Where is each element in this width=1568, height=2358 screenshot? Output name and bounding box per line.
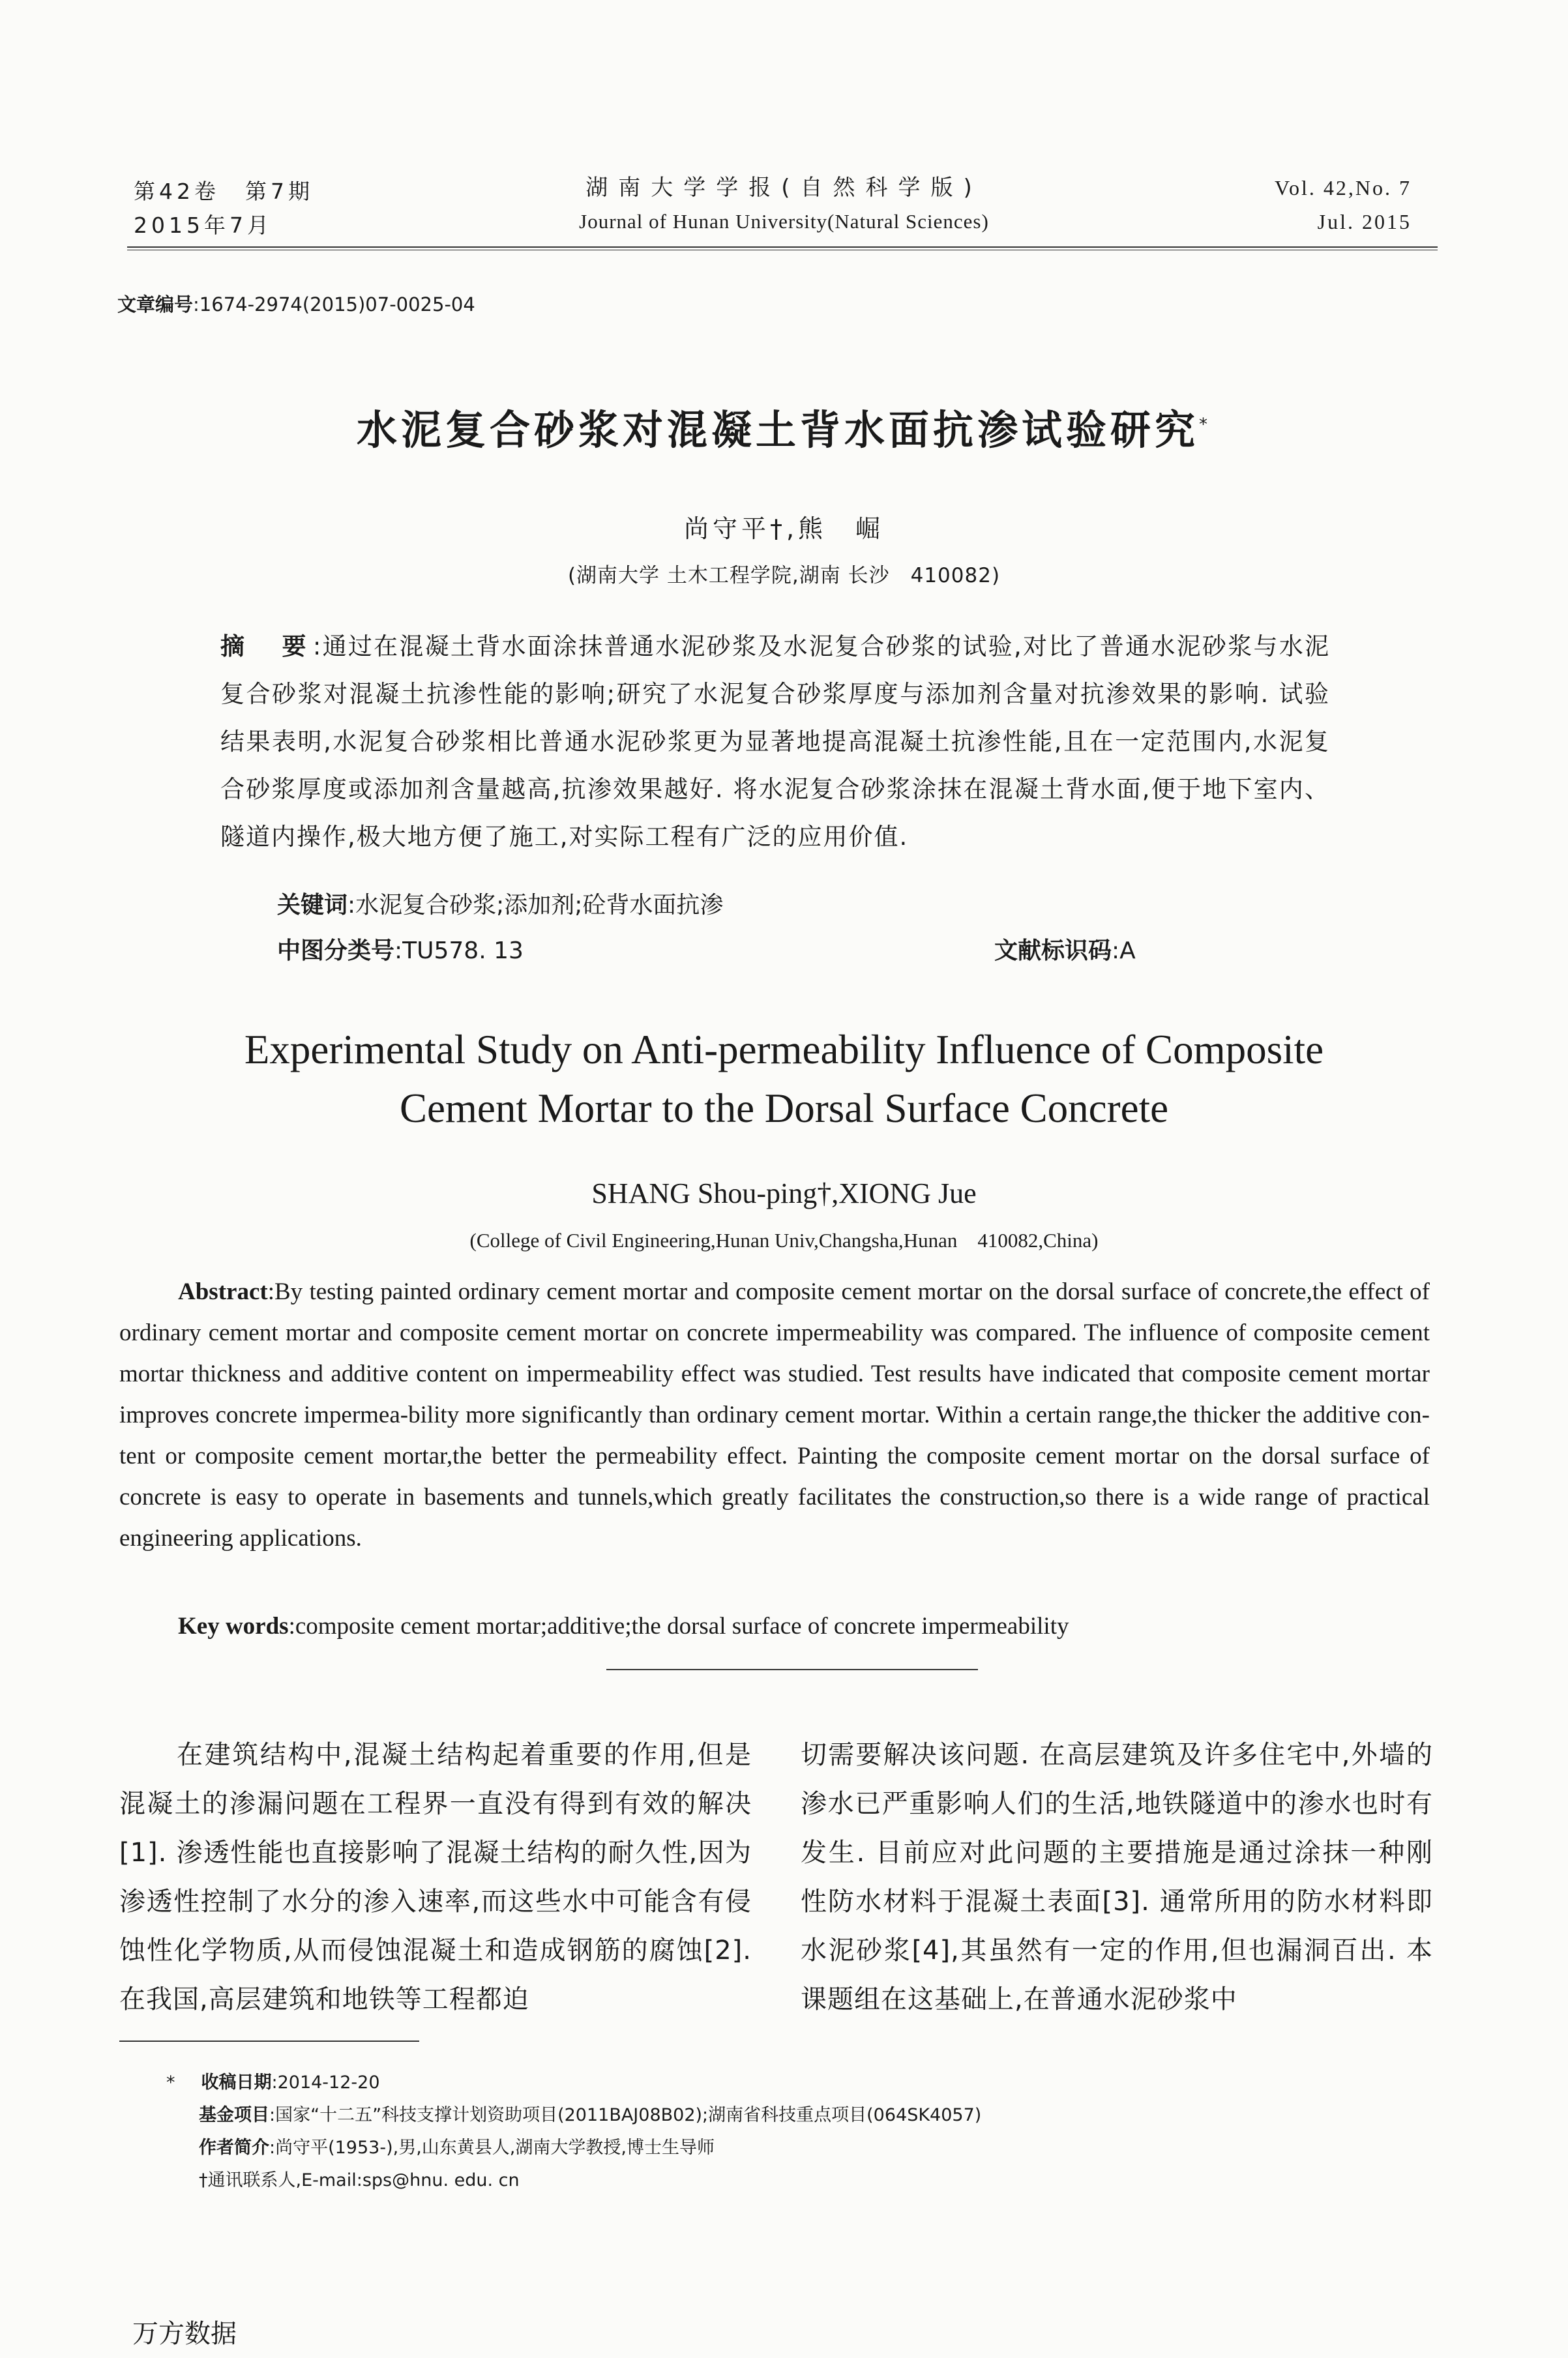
watermark: 万方数据 [132,2319,237,2349]
article-number-value: :1674-2974(2015)07-0025-04 [193,293,475,316]
abstract-en [119,1271,1430,1559]
body-column-left [119,1731,752,2024]
body-column-right [801,1731,1433,2024]
footnote-author [199,2132,715,2164]
fund-label: 基金项目 [199,2105,269,2125]
volume-date: 2015年7月 [134,213,273,238]
clc-number [277,932,524,965]
abstract-en-label: Abstract [178,1278,268,1305]
journal-name-en: Journal of Hunan University(Natural Sciences) [579,210,989,233]
document-code [994,932,1136,965]
authors-en: SHANG Shou-ping†,XIONG Jue [591,1177,977,1209]
clc-value: :TU578. 13 [394,937,524,964]
keywords-cn [277,887,723,920]
doc-code-value: :A [1112,937,1136,964]
keywords-en-text: :composite cement mortar;additive;the dorsal surface of concrete impermeability [288,1613,1069,1640]
volume-issue: 第42卷 第7期 [134,179,314,204]
fund-text: :国家“十二五”科技支撑计划资助项目(2011BAJ08B02);湖南省科技重点项目(064SK4057) [269,2105,982,2125]
header-rule [127,246,1438,248]
abstract-cn-label: 摘 要 [220,632,313,660]
article-number [117,290,475,317]
abstract-cn-text: :通过在混凝土背水面涂抹普通水泥砂浆及水泥复合砂浆的试验,对比了普通水泥砂浆与水泥复合砂浆对混凝土抗渗性能的影响;研究了水泥复合砂浆厚度与添加剂含量对抗渗效果的影响. 试验结果表明,水泥复合砂浆相比普通水泥砂浆更为显著地提高混凝土抗渗性能,且在一定范围内,水泥复合砂浆厚度或添加剂含量越高,抗渗效果越好. 将水泥复合砂浆涂抹在混凝土背水面,便于地下室内、隧道内操作,极大地方便了施工,对实际工程有广泛的应用价值. [220,632,1330,851]
received-date: :2014-12-20 [271,2072,380,2093]
title-cn [0,398,1568,456]
affiliation-cn: (湖南大学 土木工程学院,湖南 长沙 410082) [567,564,1001,587]
corresponding-text: †通讯联系人,E-mail:sps@hnu. edu. cn [199,2170,520,2190]
footnote-rule [119,2041,419,2042]
authors-cn: 尚守平†,熊 崛 [683,514,885,543]
abstract-cn [220,623,1330,861]
title-en [0,1020,1568,1138]
keywords-cn-label: 关键词 [277,892,348,919]
footnote-corresponding [199,2164,520,2197]
footnote-fund [199,2099,981,2132]
doc-code-label: 文献标识码 [994,937,1112,964]
title-footnote-mark: * [1199,415,1211,435]
clc-label: 中图分类号 [277,937,395,964]
vol-no-en: Vol. 42,No. 7 [1275,176,1412,199]
abstract-en-text: :By testing painted ordinary cement mortar and composite cement mortar on the dorsal surface of concrete,the effect of ordinary cement mortar and composite cement mortar on concrete impermeability was compared. The influence of composite cement mortar thickness and additive content on impermeability effect was studied. Test results have indicated that composite cement mortar improves concrete impermea-bility more significantly than ordinary cement mortar. Within a certain range,the thicker the additive con-tent or composite cement mortar,the better the permeability effect. Painting the composite cement mortar on the dorsal surface of concrete is easy to operate in basements and tunnels,which greatly facilitates the construction,so there is a wide range of practical engineering applications. [119,1278,1430,1552]
title-en-line2: Cement Mortar to the Dorsal Surface Concrete [399,1085,1169,1131]
title-en-line1: Experimental Study on Anti-permeability Influence of Composite [244,1027,1324,1072]
keywords-en [178,1612,1069,1640]
title-cn-text: 水泥复合砂浆对混凝土背水面抗渗试验研究 [356,406,1199,454]
footnote-star: * [166,2072,175,2093]
affiliation-en: (College of Civil Engineering,Hunan Univ,Changsha,Hunan 410082,China) [469,1229,1099,1252]
section-divider [606,1669,978,1670]
body-right-paragraph: 切需要解决该问题. 在高层建筑及许多住宅中,外墙的渗水已严重影响人们的生活,地铁隧道中的渗水也时有发生. 目前应对此问题的主要措施是通过涂抹一种刚性防水材料于混凝土表面[3]. 通常所用的防水材料即水泥砂浆[4],其虽然有一定的作用,但也漏洞百出. 本课题组在这基础上,在普通水泥砂浆中 [801,1740,1433,2014]
body-left-paragraph: 在建筑结构中,混凝土结构起着重要的作用,但是混凝土的渗漏问题在工程界一直没有得到有效的解决[1]. 渗透性能也直接影响了混凝土结构的耐久性,因为渗透性控制了水分的渗入速率,而这些水中可能含有侵蚀性化学物质,从而侵蚀混凝土和造成钢筋的腐蚀[2]. 在我国,高层建筑和地铁等工程都迫 [119,1740,752,2014]
journal-name-cn: 湖南大学学报(自然科学版) [585,175,983,201]
footnote-received [166,2067,380,2099]
author-bio-label: 作者简介 [199,2138,269,2158]
keywords-en-label: Key words [178,1613,289,1640]
received-label: 收稿日期 [201,2072,272,2093]
keywords-cn-text: :水泥复合砂浆;添加剂;砼背水面抗渗 [348,892,724,919]
date-en: Jul. 2015 [1317,210,1412,233]
running-header-issue-en [1275,171,1412,239]
article-number-label: 文章编号 [117,293,194,316]
author-bio-text: :尚守平(1953-),男,山东黄县人,湖南大学教授,博士生导师 [269,2138,715,2158]
